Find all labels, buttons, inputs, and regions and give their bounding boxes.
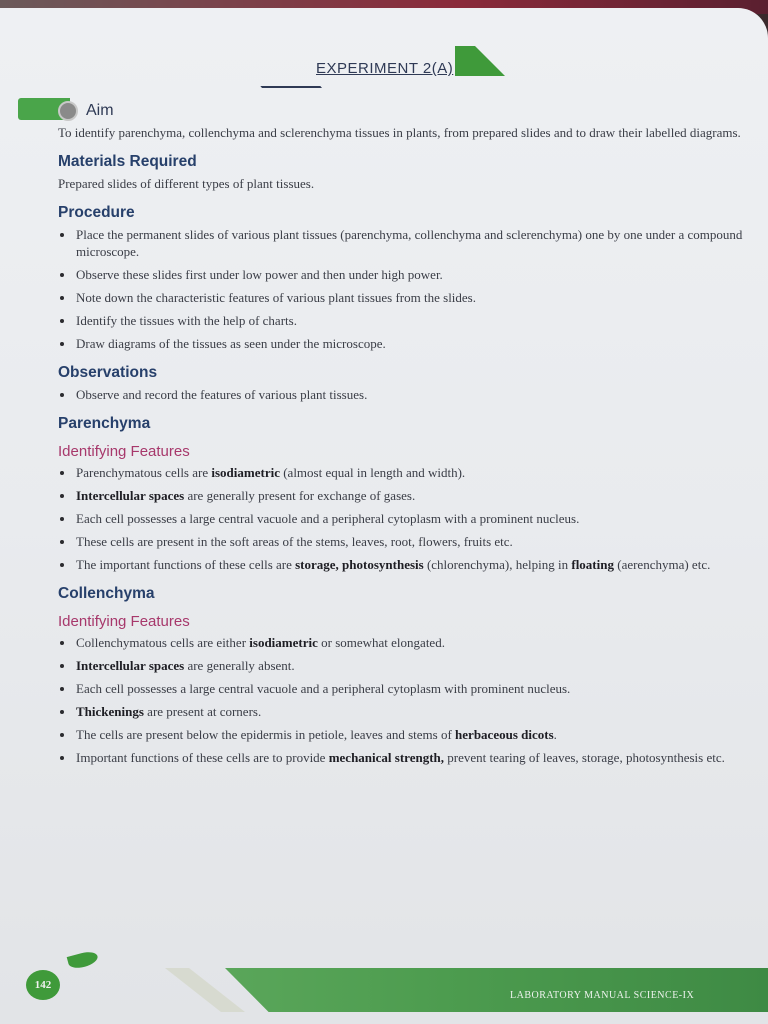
observations-heading: Observations [58, 364, 158, 381]
list-item: Collenchymatous cells are either isodiametric or somewhat elongated. [58, 634, 748, 651]
collenchyma-heading: Collenchyma [58, 585, 155, 602]
parenchyma-heading: Parenchyma [58, 415, 151, 432]
bold-term: isodiametric [249, 635, 318, 650]
list-item: The important functions of these cells are storage, photosynthesis (chlorenchyma), helping in floating (aerenchyma) etc. [58, 556, 748, 573]
list-item: Observe and record the features of various plant tissues. [58, 386, 748, 403]
list-item: Observe these slides first under low power and then under high power. [58, 266, 748, 283]
collenchyma-list [58, 634, 748, 766]
bold-term: herbaceous dicots [455, 727, 554, 742]
list-item: Thickenings are present at corners. [58, 703, 748, 720]
aim-text: To identify parenchyma, collenchyma and sclerenchyma tissues in plants, from prepared slides and to draw their labelled diagrams. [58, 125, 741, 140]
bold-term: floating [571, 557, 614, 572]
page-content [58, 124, 748, 772]
footer-book-title: LABORATORY MANUAL SCIENCE-IX [510, 990, 695, 1001]
bold-term: isodiametric [211, 465, 280, 480]
list-item: Important functions of these cells are to provide mechanical strength, prevent tearing of leaves, storage, photosynthesis etc. [58, 749, 748, 766]
procedure-list [58, 226, 748, 352]
parenchyma-list [58, 464, 748, 573]
observations-list [58, 386, 748, 403]
list-item: Identify the tissues with the help of charts. [58, 312, 748, 329]
bold-term: Intercellular spaces [76, 488, 185, 503]
collenchyma-subheading: Identifying Features [58, 613, 190, 630]
page-number: 142 [26, 970, 60, 1000]
list-item: These cells are present in the soft areas of the stems, leaves, root, flowers, fruits etc. [58, 533, 748, 550]
list-item: Intercellular spaces are generally present for exchange of gases. [58, 487, 748, 504]
procedure-heading: Procedure [58, 204, 135, 221]
materials-heading: Materials Required [58, 153, 197, 170]
list-item: Each cell possesses a large central vacuole and a peripheral cytoplasm with prominent nucleus. [58, 680, 748, 697]
list-item: Note down the characteristic features of various plant tissues from the slides. [58, 289, 748, 306]
bold-term: mechanical strength, [328, 750, 445, 765]
experiment-title: EXPERIMENT 2(A) [316, 60, 454, 77]
list-item: Intercellular spaces are generally absent. [58, 657, 748, 674]
list-item: Each cell possesses a large central vacuole and a peripheral cytoplasm with a prominent nucleus. [58, 510, 748, 527]
materials-text: Prepared slides of different types of plant tissues. [58, 176, 315, 191]
bold-term: Thickenings [76, 704, 144, 719]
bold-term: Intercellular spaces [76, 658, 185, 673]
bold-term: storage, photosynthesis [295, 557, 424, 572]
list-item: Draw diagrams of the tissues as seen under the microscope. [58, 335, 748, 352]
list-item: Parenchymatous cells are isodiametric (almost equal in length and width). [58, 464, 748, 481]
list-item: The cells are present below the epidermis in petiole, leaves and stems of herbaceous dicots. [58, 726, 748, 743]
aim-label: Aim [86, 102, 114, 119]
parenchyma-subheading: Identifying Features [58, 443, 190, 460]
aim-bullet-icon [58, 101, 78, 121]
list-item: Place the permanent slides of various plant tissues (parenchyma, collenchyma and sclerenchyma) one by one under a compound microscope. [58, 226, 748, 260]
